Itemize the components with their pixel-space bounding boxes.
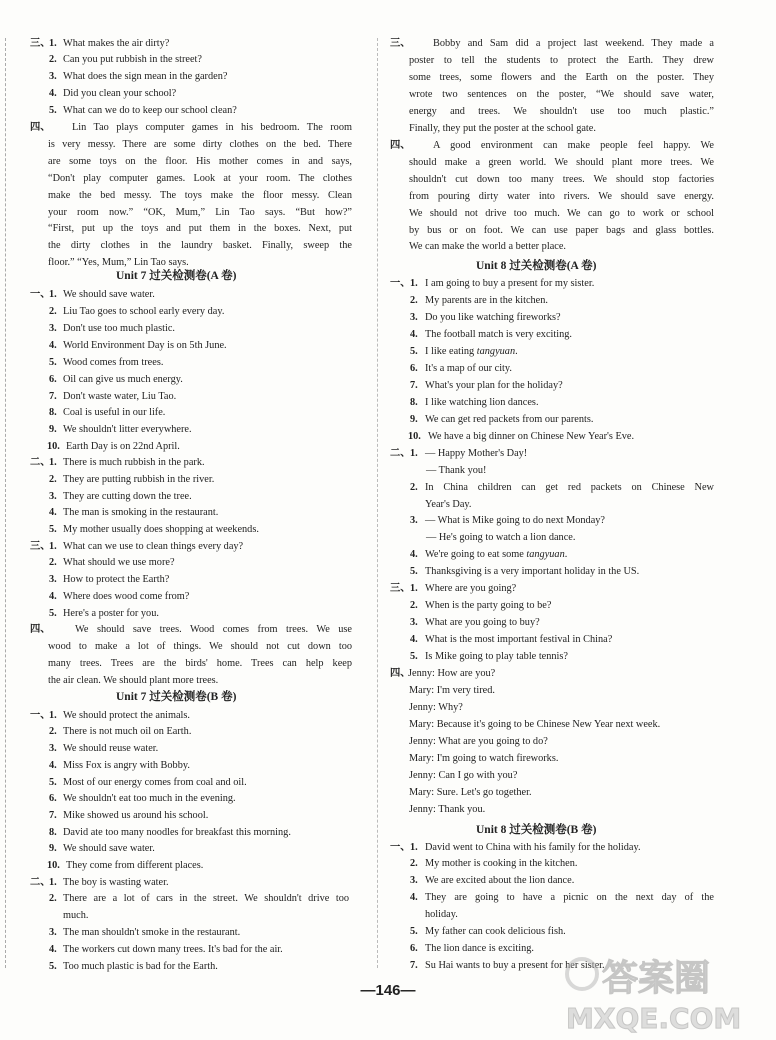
item-text: Where does wood come from? — [63, 591, 190, 602]
item-number: 7. — [410, 380, 418, 391]
section-title: Unit 7 过关检测卷(B 卷) — [116, 691, 237, 703]
item-number: 3. — [49, 491, 57, 502]
item-text: They are putting rubbish in the river. — [63, 474, 215, 485]
item-number: 4. — [49, 760, 57, 771]
item-text-part: I like eating — [425, 346, 477, 357]
item-number: 1. — [49, 38, 57, 49]
item-text: David went to China with his family for the holiday. — [425, 842, 641, 853]
item-text: Liu Tao goes to school early every day. — [63, 306, 225, 317]
item-text: We should protect the animals. — [63, 710, 190, 721]
dialogue-line: Mary: Because it's going to be Chinese New Year next week. — [409, 719, 661, 730]
item-number: 9. — [49, 843, 57, 854]
item-number: 3. — [410, 515, 418, 526]
item-text — [425, 345, 518, 359]
section-title: Unit 8 过关检测卷(A 卷) — [476, 260, 597, 272]
item-text: Earth Day is on 22nd April. — [66, 441, 180, 452]
section-marker: 四、 — [30, 122, 51, 133]
item-text: We shouldn't eat too much in the evening. — [63, 793, 236, 804]
item-text: Don't use too much plastic. — [63, 323, 175, 334]
section-marker: 三、 — [30, 541, 51, 552]
paragraph-line: We should save trees. Wood comes from trees. We use — [75, 624, 352, 635]
item-text: Did you clean your school? — [63, 88, 177, 99]
section-marker: 二、 — [390, 448, 411, 459]
item-text: We should save water. — [63, 843, 155, 854]
item-text-continued: holiday. — [425, 909, 458, 920]
item-text: Su Hai wants to buy a present for her sister. — [425, 960, 605, 971]
watermark-bottom-text: MXQE.COM — [566, 1002, 742, 1035]
italic-word: tangyuan — [526, 549, 565, 560]
item-text-continued: much. — [63, 910, 89, 921]
item-text: World Environment Day is on 5th June. — [63, 340, 227, 351]
section-title: Unit 7 过关检测卷(A 卷) — [116, 270, 237, 282]
item-number: 2. — [49, 893, 57, 904]
item-number: 4. — [410, 892, 418, 903]
item-number: 3. — [410, 617, 418, 628]
item-number: 4. — [49, 591, 57, 602]
paragraph-line: “Don't play computer games. Look at your room. The clothes — [48, 172, 352, 184]
dialogue-line: Mary: I'm going to watch fireworks. — [409, 753, 559, 764]
section-marker: 一、 — [390, 842, 411, 853]
paragraph-line: “First, put up the toys and put them in the boxes. Next, put — [48, 223, 352, 235]
dialogue-line: Mary: I'm very tired. — [409, 685, 495, 696]
item-number: 6. — [410, 943, 418, 954]
item-number: 8. — [410, 397, 418, 408]
item-text: What can we use to clean things every day? — [63, 541, 244, 552]
item-number: 3. — [49, 743, 57, 754]
page-number: —146— — [360, 982, 416, 999]
item-number: 2. — [49, 474, 57, 485]
item-number: 3. — [410, 312, 418, 323]
paragraph-line: A good environment can make people feel happy. We — [433, 140, 714, 151]
item-number: 5. — [49, 608, 57, 619]
item-number: 3. — [410, 875, 418, 886]
item-text: My father can cook delicious fish. — [425, 926, 566, 937]
item-text-continued: — He's going to watch a lion dance. — [426, 532, 576, 543]
item-text: They are cutting down the tree. — [63, 491, 192, 502]
item-number: 5. — [49, 357, 57, 368]
item-number: 4. — [410, 329, 418, 340]
column-divider — [377, 38, 378, 968]
item-text: When is the party going to be? — [425, 600, 552, 611]
item-number: 5. — [49, 105, 57, 116]
item-number: 3. — [49, 927, 57, 938]
item-text: The workers cut down many trees. It's bad for the air. — [63, 944, 283, 955]
item-number: 2. — [410, 600, 418, 611]
item-text: What should we use more? — [63, 557, 175, 568]
paragraph-line: is very messy. There are some dirty clothes on the bed. There — [48, 138, 352, 150]
paragraph-line: should make a green world. We should plant more trees. We — [409, 156, 714, 168]
item-number: 2. — [49, 726, 57, 737]
item-number: 4. — [49, 88, 57, 99]
item-number: 8. — [49, 827, 57, 838]
item-number: 5. — [410, 346, 418, 357]
item-text: Coal is useful in our life. — [63, 407, 166, 418]
dialogue-line: Jenny: Why? — [409, 702, 463, 713]
item-text: We can get red packets from our parents. — [425, 414, 594, 425]
item-number: 5. — [410, 926, 418, 937]
item-number: 1. — [410, 448, 418, 459]
item-number: 1. — [49, 541, 57, 552]
item-text: Oil can give us much energy. — [63, 374, 183, 385]
paragraph-line: poster to tell the students to protect the Earth. They drew — [409, 54, 714, 66]
item-number: 4. — [410, 634, 418, 645]
item-text: Thanksgiving is a very important holiday in the US. — [425, 566, 640, 577]
item-number: 1. — [410, 278, 418, 289]
paragraph-line: We can make the world a better place. — [409, 241, 566, 253]
item-text: I am going to buy a present for my sister. — [425, 278, 595, 289]
paragraph-line: floor.” “Yes, Mum,” Lin Tao says. — [48, 257, 189, 269]
item-text: My parents are in the kitchen. — [425, 295, 548, 306]
item-text: I like watching lion dances. — [425, 397, 539, 408]
item-number: 1. — [49, 457, 57, 468]
item-number: 4. — [410, 549, 418, 560]
section-title: Unit 8 过关检测卷(B 卷) — [476, 824, 597, 836]
section-marker: 一、 — [30, 710, 51, 721]
section-marker: 三、 — [30, 38, 51, 49]
item-text-part: We're going to eat some — [425, 549, 527, 560]
item-text: What's your plan for the holiday? — [425, 380, 563, 391]
item-text: We are excited about the lion dance. — [425, 875, 575, 886]
item-number: 8. — [49, 407, 57, 418]
paragraph-line: wrote two sentences on the poster, “We should save water, — [409, 88, 714, 100]
item-text: Miss Fox is angry with Bobby. — [63, 760, 190, 771]
item-number: 6. — [49, 374, 57, 385]
item-number: 5. — [49, 961, 57, 972]
item-number: 1. — [49, 710, 57, 721]
item-number: 5. — [410, 651, 418, 662]
paragraph-line: many trees. Trees are the birds' home. Trees can help keep — [48, 657, 352, 669]
item-text: What can we do to keep our school clean? — [63, 105, 237, 116]
paragraph-line: Finally, they put the poster at the school gate. — [409, 122, 596, 134]
dialogue-line: Jenny: Can I go with you? — [409, 770, 518, 781]
item-text: What is the most important festival in China? — [425, 634, 613, 645]
item-number: 4. — [49, 507, 57, 518]
item-text: What does the sign mean in the garden? — [63, 71, 228, 82]
item-number: 5. — [49, 777, 57, 788]
section-marker: 三、 — [390, 38, 411, 49]
item-number: 2. — [49, 306, 57, 317]
item-text: My mother usually does shopping at weekends. — [63, 524, 259, 535]
item-text: Is Mike going to play table tennis? — [425, 651, 568, 662]
item-number: 9. — [49, 424, 57, 435]
item-number: 3. — [49, 323, 57, 334]
item-text: Where are you going? — [425, 583, 517, 594]
item-text: Most of our energy comes from coal and oil. — [63, 777, 247, 788]
dialogue-line: Jenny: What are you going to do? — [409, 736, 548, 747]
item-number: 9. — [410, 414, 418, 425]
item-number: 1. — [49, 877, 57, 888]
italic-word: tangyuan — [476, 346, 516, 357]
item-number: 7. — [49, 810, 57, 821]
item-text: What are you going to buy? — [425, 617, 540, 628]
item-number: 1. — [49, 289, 57, 300]
item-text: Don't waste water, Liu Tao. — [63, 391, 177, 402]
item-number: 7. — [49, 391, 57, 402]
section-marker: 四、 — [390, 140, 411, 151]
item-number: 10. — [408, 431, 421, 442]
item-text: — Happy Mother's Day! — [425, 448, 528, 459]
item-number: 3. — [49, 574, 57, 585]
item-text: In China children can get red packets on Chinese New — [425, 482, 714, 493]
dialogue-line: Jenny: How are you? — [408, 668, 496, 679]
item-number: 6. — [410, 363, 418, 374]
item-number: 4. — [49, 944, 57, 955]
item-number: 2. — [410, 482, 418, 493]
section-marker: 二、 — [30, 457, 51, 468]
item-text: We should reuse water. — [63, 743, 159, 754]
item-text-continued: — Thank you! — [426, 465, 487, 476]
item-text: Can you put rubbish in the street? — [63, 54, 202, 65]
watermark-top-text: 答案圈 — [602, 958, 711, 999]
item-text: My mother is cooking in the kitchen. — [425, 858, 578, 869]
item-text: They come from different places. — [66, 860, 204, 871]
item-text: There is much rubbish in the park. — [63, 457, 205, 468]
paragraph-line: by bus or on foot. We can use paper bags and glass bottles. — [409, 224, 714, 236]
item-text: How to protect the Earth? — [63, 574, 170, 585]
item-text: The football match is very exciting. — [425, 329, 572, 340]
section-marker: 一、 — [30, 289, 51, 300]
item-text: Wood comes from trees. — [63, 357, 164, 368]
item-number: 5. — [410, 566, 418, 577]
item-text: The man is smoking in the restaurant. — [63, 507, 219, 518]
item-text: — What is Mike going to do next Monday? — [425, 515, 605, 526]
paragraph-line: make the bed messy. The toys make the floor messy. Clean — [48, 189, 352, 201]
item-text-part: . — [515, 346, 518, 357]
item-text: What makes the air dirty? — [63, 38, 170, 49]
binding-line — [5, 38, 6, 968]
paragraph-line: energy and trees. We shouldn't use too much plastic.” — [409, 105, 714, 117]
paragraph-line: Lin Tao plays computer games in his bedroom. The room — [72, 122, 352, 133]
item-text: Here's a poster for you. — [63, 608, 159, 619]
item-text: We shouldn't litter everywhere. — [63, 424, 192, 435]
item-text-part: . — [564, 549, 568, 560]
item-number: 2. — [49, 557, 57, 568]
item-text: We have a big dinner on Chinese New Year's Eve. — [428, 431, 635, 442]
paragraph-line: the air clean. We should plant more trees. — [48, 674, 219, 686]
item-text: The boy is wasting water. — [63, 877, 169, 888]
section-marker: 三、 — [390, 583, 411, 594]
paragraph-line: are some toys on the floor. His mother comes in and says, — [48, 155, 352, 167]
item-number: 3. — [49, 71, 57, 82]
item-text: There is not much oil on Earth. — [63, 726, 192, 737]
item-text: We should save water. — [63, 289, 155, 300]
item-number: 10. — [47, 860, 60, 871]
paragraph-line: We should not drive too much. We can go to work or school — [409, 207, 714, 219]
paragraph-line: from pouring dirty water into rivers. We should save energy. — [409, 190, 714, 202]
dialogue-line: Jenny: Thank you. — [409, 804, 486, 815]
section-marker: 四、 — [390, 668, 411, 679]
watermark-logo — [560, 948, 772, 1036]
paragraph-line: the dirty clothes in the laundry basket. Finally, sweep the — [48, 240, 352, 252]
item-number: 1. — [410, 583, 418, 594]
item-text: It's a map of our city. — [425, 363, 512, 374]
item-number: 2. — [410, 858, 418, 869]
paragraph-line: your room now.” “OK, Mum,” Lin Tao says. “But how?” — [48, 206, 352, 218]
item-text: They are going to have a picnic on the next day of the — [425, 892, 714, 903]
item-text: Mike showed us around his school. — [63, 810, 209, 821]
item-number: 10. — [47, 441, 60, 452]
item-number: 4. — [49, 340, 57, 351]
item-text: Too much plastic is bad for the Earth. — [63, 961, 218, 972]
item-number: 6. — [49, 793, 57, 804]
item-number: 7. — [410, 960, 418, 971]
item-text-continued: Year's Day. — [425, 499, 472, 510]
item-number: 5. — [49, 524, 57, 535]
paragraph-line: Bobby and Sam did a project last weekend. They made a — [433, 38, 714, 49]
item-text: The man shouldn't smoke in the restaurant. — [63, 927, 241, 938]
item-text: The lion dance is exciting. — [425, 943, 534, 954]
section-marker: 二、 — [30, 877, 51, 888]
item-text: Do you like watching fireworks? — [425, 312, 561, 323]
item-text: There are a lot of cars in the street. We shouldn't drive too — [63, 893, 349, 904]
item-number: 1. — [410, 842, 418, 853]
item-number: 2. — [49, 54, 57, 65]
item-text — [425, 548, 567, 562]
section-marker: 四、 — [30, 624, 51, 635]
paragraph-line: wood to make a lot of things. We should not cut down too — [48, 640, 352, 652]
section-marker: 一、 — [390, 278, 411, 289]
item-text: David ate too many noodles for breakfast this morning. — [63, 827, 291, 838]
item-number: 2. — [410, 295, 418, 306]
paragraph-line: shouldn't cut down too many trees. We should stop factories — [409, 173, 714, 185]
paragraph-line: some trees, some flowers and the Earth on the poster. They — [409, 71, 714, 83]
dialogue-line: Mary: Sure. Let's go together. — [409, 787, 532, 798]
